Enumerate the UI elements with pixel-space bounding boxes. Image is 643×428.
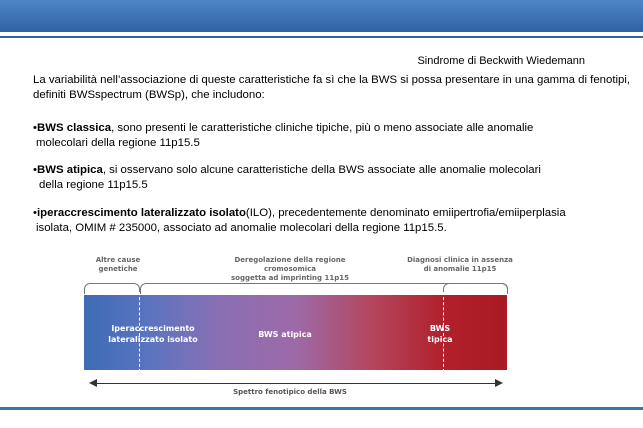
spectrum-axis [96,383,496,384]
bullet-term: iperaccrescimento lateralizzato isolato [37,207,246,219]
segment-bws-tipica: BWS tipica [427,324,453,344]
segment-ilo: Iperaccrescimento lateralizzato isolato [108,324,198,344]
label-imprinting: Deregolazione della regione cromosomica soggetta ad imprinting 11p15 [231,256,349,282]
bracket-clinical-diagnosis [443,283,508,294]
bullet-bws-classica: •BWS classica, sono presenti le caratteristiche cliniche tipiche, più o meno associate alle anomalie molecolari della regione 11p15.5 [33,121,633,151]
segment-bws-atipica: BWS atipica [258,330,312,339]
bullet-text: (ILO), precedentemente denominato emiipertrofia/emiiperplasia [245,207,566,219]
bullet-text: , si osservano solo alcune caratteristiche della BWS associate alle anomalie molecolari [102,164,541,176]
bullet-text-cont: della regione 11p15.5 [39,179,148,191]
intro-paragraph: La variabilità nell’associazione di queste caratteristiche fa sì che la BWS si possa presentare in una gamma di fenotipi, definiti BWSspectrum (BWSp), che includono: [33,74,631,101]
bracket-other-causes [84,283,140,294]
arrow-left-icon [89,379,97,387]
slide-title: Sindrome di Beckwith Wiedemann [417,55,585,67]
footer-rule [0,407,643,410]
bullet-term: BWS classica [37,122,112,134]
bullet-bws-atipica: •BWS atipica, si osservano solo alcune caratteristiche della BWS associate alle anomalie molecolari della regione 11p15.5 [33,163,633,193]
axis-label: Spettro fenotipico della BWS [233,388,347,396]
bullet-text-cont: isolata, OMIM # 235000, associato ad anomalie molecolari della regione 11p15.5. [36,222,447,234]
label-other-causes: Altre cause genetiche [95,256,141,273]
arrow-right-icon [495,379,503,387]
bullet-term: BWS atipica [37,164,103,176]
bullet-text: , sono presenti le caratteristiche cliniche tipiche, più o meno associate alle anomalie [111,122,534,134]
header-bar [0,0,643,32]
bullet-text-cont: molecolari della regione 11p15.5 [36,137,200,149]
label-clinical-diagnosis: Diagnosi clinica in assenza di anomalie 11p15 [407,256,513,273]
header-rule [0,36,643,38]
bullet-ilo: •iperaccrescimento lateralizzato isolato(ILO), precedentemente denominato emiipertrofia/emiiperplasia isolata, OMIM # 235000, associato ad anomalie molecolari della regione 11p15.5. [33,206,633,236]
